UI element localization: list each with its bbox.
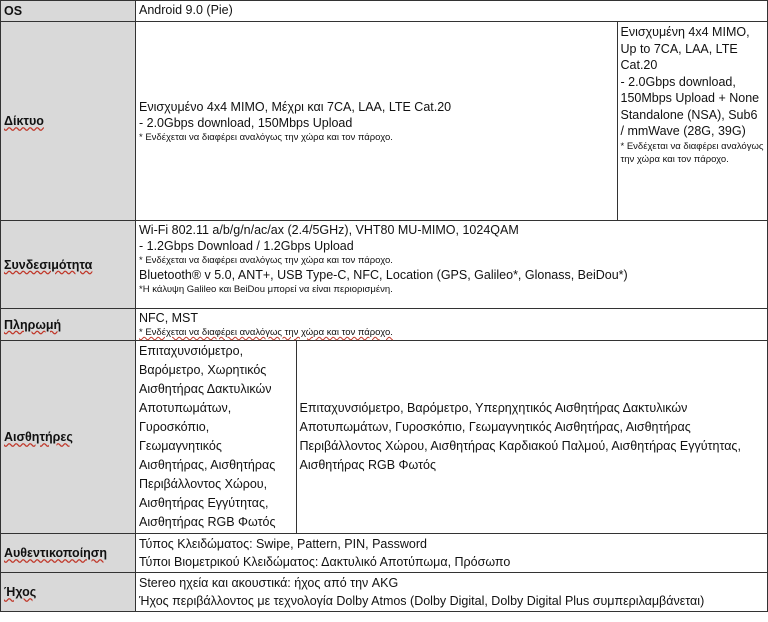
sensors-label: Αισθητήρες [1, 341, 136, 534]
audio-label: Ήχος [1, 573, 136, 612]
sensors-row [1, 341, 768, 534]
sensors-5g: Επιταχυνσιόμετρο, Βαρόμετρο, Υπερηχητικός Αισθητήρας Δακτυλικών Αποτυπωμάτων, Γυροσκόπιο, Γεωμαγνητικός Αισθητήρας, Αισθητήρας Περιβάλλοντος Χώρου, Αισθητήρας Καρδιακού Παλμού, Αισθητήρας Εγγύτητας, Αισθητήρας RGB Φωτός [296, 341, 767, 533]
payment-label: Πληρωμή [1, 309, 136, 341]
network-cell [136, 22, 768, 221]
audio-atmos: Ήχος περιβάλλοντος με τεχνολογία Dolby Atmos (Dolby Digital, Dolby Digital Plus συμπεριλαμβάνεται) [139, 594, 705, 608]
network-standard-line1: Ενισχυμένο 4x4 MIMO, Μέχρι και 7CA, LAA, LTE Cat.20 [139, 99, 452, 114]
connectivity-note2: *Η κάλυψη Galileo και BeiDou μπορεί να είναι περιορισμένη. [139, 284, 393, 295]
connectivity-wifi-speed: - 1.2Gbps Download / 1.2Gbps Upload [139, 239, 354, 253]
sensors-cell [136, 341, 768, 534]
auth-label: Αυθεντικοποίηση [1, 534, 136, 573]
os-value: Android 9.0 (Pie) [136, 1, 768, 22]
network-5g-line1: Ενισχυμένη 4x4 MIMO, Up to 7CA, LAA, LTE Cat.20 [620, 25, 750, 72]
connectivity-wifi: Wi-Fi 802.11 a/b/g/n/ac/ax (2.4/5GHz), VHT80 MU-MIMO, 1024QAM [139, 223, 519, 237]
os-label: OS [1, 1, 136, 22]
payment-value [136, 309, 768, 341]
network-5g [617, 22, 767, 220]
network-standard-note: * Ενδέχεται να διαφέρει αναλόγως την χώρα και τον πάροχο. [139, 131, 393, 143]
audio-row [1, 573, 768, 612]
network-5g-note: * Ενδέχεται να διαφέρει αναλόγως την χώρα και τον πάροχο. [620, 140, 764, 165]
sensors-standard: Επιταχυνσιόμετρο, Βαρόμετρο, Χωρητικός Αισθητήρας Δακτυλικών Αποτυπωμάτων, Γυροσκόπιο, Γεωμαγνητικός Αισθητήρας, Αισθητήρας Περιβάλλοντος Χώρου, Αισθητήρας Εγγύτητας, Αισθητήρας RGB Φωτός [139, 344, 276, 529]
auth-lock-types: Τύπος Κλειδώματος: Swipe, Pattern, PIN, Password [139, 537, 427, 551]
payment-text: NFC, MST [139, 311, 199, 325]
os-row [1, 1, 768, 22]
network-standard [136, 22, 617, 220]
payment-note: * Ενδέχεται να διαφέρει αναλόγως την χώρα και τον πάροχο. [139, 327, 393, 338]
connectivity-row [1, 221, 768, 309]
network-5g-line2: - 2.0Gbps download, 150Mbps Upload + None Standalone (NSA), Sub6 / mmWave (28G, 39G) [620, 74, 760, 138]
audio-speakers: Stereo ηχεία και ακουστικά: ήχος από την AKG [139, 576, 399, 590]
audio-value [136, 573, 768, 612]
network-row [1, 22, 768, 221]
auth-value [136, 534, 768, 573]
network-label: Δίκτυο [1, 22, 136, 221]
payment-row [1, 309, 768, 341]
connectivity-label: Συνδεσιμότητα [1, 221, 136, 309]
auth-row [1, 534, 768, 573]
connectivity-note1: * Ενδέχεται να διαφέρει αναλόγως την χώρα και τον πάροχο. [139, 255, 393, 266]
connectivity-bluetooth: Bluetooth® v 5.0, ANT+, USB Type-C, NFC, Location (GPS, Galileo*, Glonass, BeiDou*) [139, 268, 628, 282]
auth-biometric: Τύποι Βιομετρικού Κλειδώματος: Δακτυλικό Αποτύπωμα, Πρόσωπο [139, 555, 511, 569]
connectivity-value [136, 221, 768, 309]
network-standard-line2: - 2.0Gbps download, 150Mbps Upload [139, 115, 353, 130]
